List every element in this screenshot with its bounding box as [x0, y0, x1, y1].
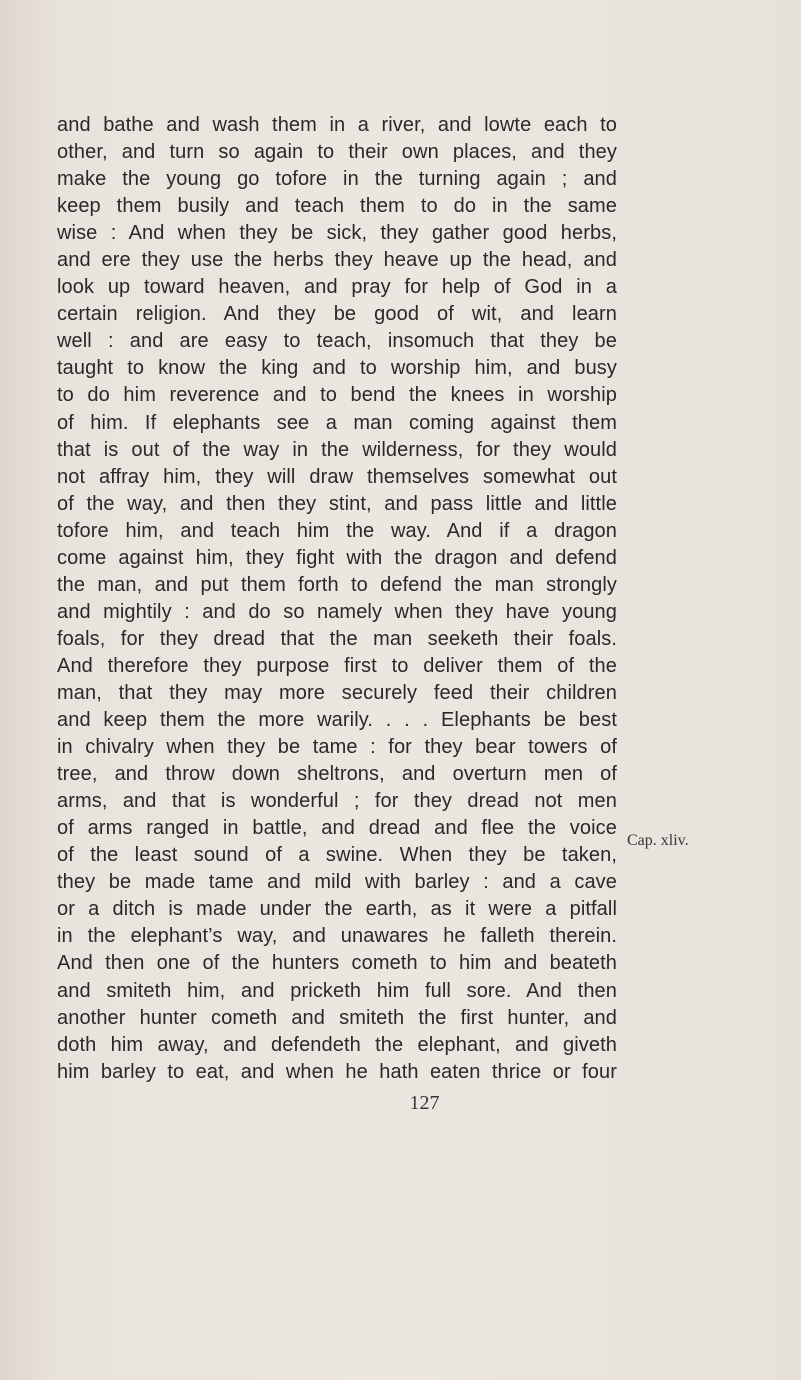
text-line: of the least sound of a swine. When they be taken,: [57, 844, 617, 867]
text-line: tofore him, and teach him the way. And if a dragon: [57, 519, 617, 542]
text-line: of arms ranged in battle, and dread and flee the voice: [57, 817, 617, 840]
text-line: another hunter cometh and smiteth the first hunter, and: [57, 1006, 617, 1029]
text-line: and ere they use the herbs they heave up the head, and: [57, 249, 617, 272]
text-line: and bathe and wash them in a river, and lowte each to: [57, 114, 617, 136]
page-number: 127: [409, 1092, 440, 1114]
text-line: to do him reverence and to bend the knees in worship: [57, 384, 617, 407]
text-line: and mightily : and do so namely when they have young: [57, 600, 617, 623]
text-line: certain religion. And they be good of wit, and learn: [57, 303, 617, 326]
text-line: that is out of the way in the wilderness, for they would: [57, 438, 617, 461]
text-line: wise : And when they be sick, they gather good herbs,: [57, 222, 617, 245]
text-line: look up toward heaven, and pray for help of God in a: [57, 276, 617, 299]
text-line: arms, and that is wonderful ; for they dread not men: [57, 790, 617, 813]
text-line: him barley to eat, and when he hath eaten thrice or four: [57, 1060, 617, 1083]
text-line: doth him away, and defendeth the elephant, and giveth: [57, 1033, 617, 1056]
text-line: and smiteth him, and pricketh him full sore. And then: [57, 979, 617, 1002]
text-line: in the elephant’s way, and unawares he falleth therein.: [57, 925, 617, 948]
text-line: And then one of the hunters cometh to him and beateth: [57, 952, 617, 975]
body-text: [57, 112, 617, 1086]
text-line: keep them busily and teach them to do in the same: [57, 195, 617, 218]
text-line: And therefore they purpose first to deliver them of the: [57, 654, 617, 677]
text-line: man, that they may more securely feed their children: [57, 681, 617, 704]
text-line: not affray him, they will draw themselves somewhat out: [57, 465, 617, 488]
text-line: taught to know the king and to worship him, and busy: [57, 357, 617, 380]
text-line: in chivalry when they be tame : for they bear towers of: [57, 736, 617, 759]
text-line: of him. If elephants see a man coming against them: [57, 411, 617, 434]
chapter-margin-note: Cap. xliv.: [627, 832, 689, 849]
text-line: of the way, and then they stint, and pass little and little: [57, 492, 617, 515]
text-line: tree, and throw down sheltrons, and overturn men of: [57, 763, 617, 786]
text-line: and keep them the more warily. . . . Elephants be best: [57, 709, 617, 732]
text-line: make the young go tofore in the turning again ; and: [57, 168, 617, 191]
text-line: foals, for they dread that the man seeketh their foals.: [57, 627, 617, 650]
text-line: or a ditch is made under the earth, as it were a pitfall: [57, 898, 617, 921]
text-line: they be made tame and mild with barley : and a cave: [57, 871, 617, 894]
text-line: well : and are easy to teach, insomuch that they be: [57, 330, 617, 353]
text-line: come against him, they fight with the dragon and defend: [57, 546, 617, 569]
text-line: the man, and put them forth to defend the man strongly: [57, 573, 617, 596]
text-line: other, and turn so again to their own places, and they: [57, 141, 617, 164]
